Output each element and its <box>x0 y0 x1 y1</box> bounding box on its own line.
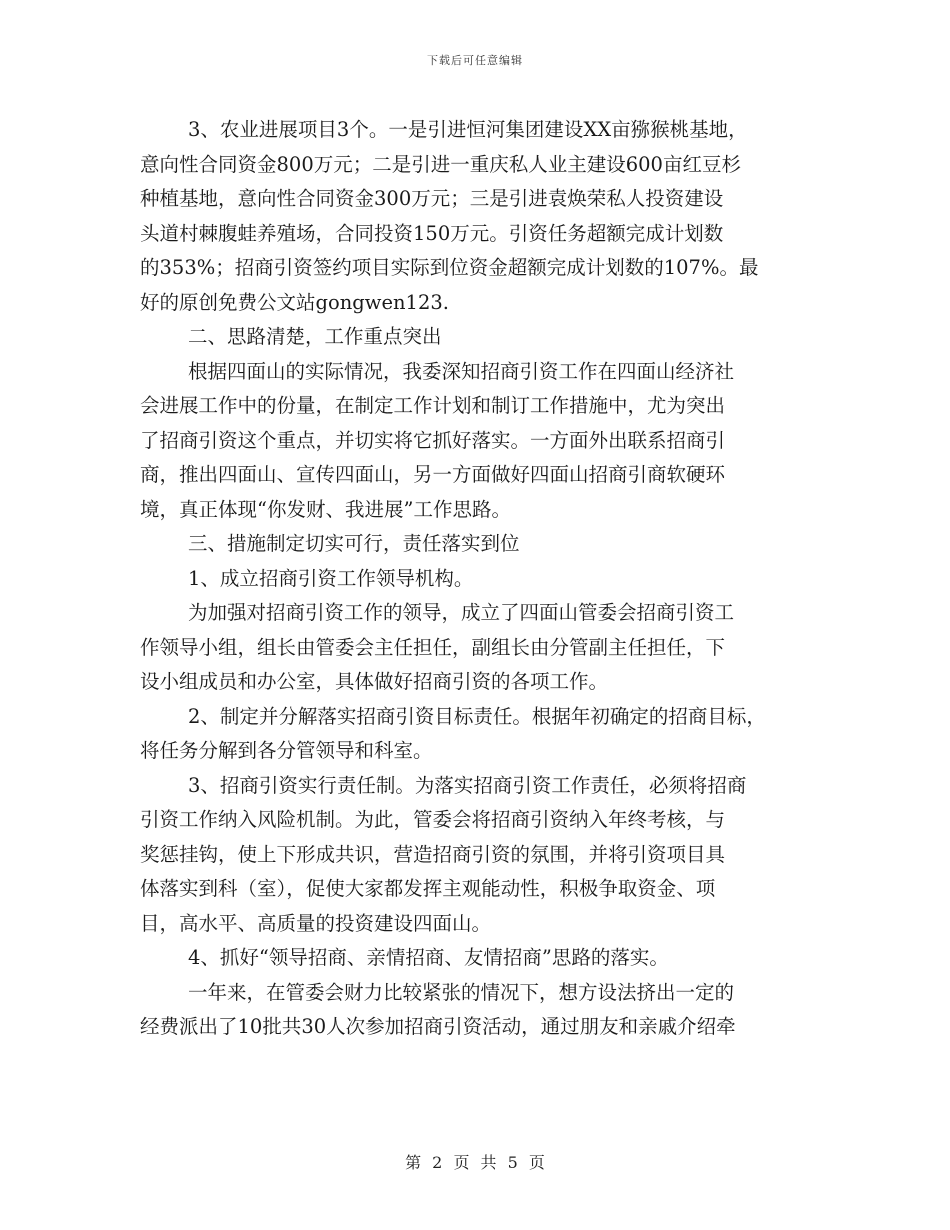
page-number: 第 2 页 共 5 页 <box>405 1153 545 1172</box>
text-line: 1、成立招商引资工作领导机构。 <box>188 566 474 590</box>
text-line: 3、招商引资实行责任制。为落实招商引资工作责任，必须将招商 <box>188 773 747 797</box>
page-header-note: 下载后可任意编辑 <box>427 54 523 67</box>
text-line: 作领导小组，组长由管委会主任担任，副组长由分管副主任担任，下 <box>140 635 726 659</box>
text-line: 了招商引资这个重点，并切实将它抓好落实。一方面外出联系招商引 <box>140 428 726 452</box>
text-line: 目，高水平、高质量的投资建设四面山。 <box>140 911 492 935</box>
text-line: 体落实到科（室），促使大家都发挥主观能动性，积极争取资金、项 <box>140 877 716 900</box>
text-line: 设小组成员和办公室，具体做好招商引资的各项工作。 <box>140 670 609 693</box>
text-line: 会进展工作中的份量，在制定工作计划和制订工作措施中，尤为突出 <box>140 394 726 417</box>
text-line: 好的原创免费公文站gongwen123. <box>140 290 449 314</box>
text-line: 根据四面山的实际情况，我委深知招商引资工作在四面山经济社 <box>188 359 735 383</box>
text-line: 奖惩挂钩，使上下形成共识，营造招商引资的氛围，并将引资项目具 <box>140 842 726 866</box>
text-line: 种植基地，意向性合同资金300万元；三是引进袁焕荣私人投资建设 <box>140 187 724 210</box>
text-line: 经费派出了10批共30人次参加招商引资活动，通过朋友和亲戚介绍牵 <box>140 1015 736 1038</box>
text-line: 将任务分解到各分管领导和科室。 <box>140 739 433 762</box>
text-line: 二、思路清楚，工作重点突出 <box>188 325 442 348</box>
text-line: 3、农业进展项目3个。一是引进恒河集团建设XX亩猕猴桃基地， <box>188 118 748 141</box>
text-line: 的353%；招商引资签约项目实际到位资金超额完成计划数的107%。最 <box>140 256 759 279</box>
text-line: 2、制定并分解落实招商引资目标责任。根据年初确定的招商目标， <box>188 704 766 728</box>
text-line: 一年来，在管委会财力比较紧张的情况下，想方设法挤出一定的 <box>188 980 735 1004</box>
text-line: 商，推出四面山、宣传四面山，另一方面做好四面山招商引商软硬环 <box>140 463 726 486</box>
text-line: 4、抓好“领导招商、亲情招商、友情招商”思路的落实。 <box>188 946 669 969</box>
text-line: 引资工作纳入风险机制。为此，管委会将招商引资纳入年终考核，与 <box>140 808 726 831</box>
text-line: 头道村棘腹蛙养殖场，合同投资150万元。引资任务超额完成计划数 <box>140 221 724 245</box>
text-line: 三、措施制定切实可行，责任落实到位 <box>188 532 520 555</box>
text-line: 境，真正体现“你发财、我进展”工作思路。 <box>140 497 511 521</box>
text-line: 为加强对招商引资工作的领导，成立了四面山管委会招商引资工 <box>188 601 735 624</box>
document-body <box>140 113 830 1045</box>
text-line: 意向性合同资金800万元；二是引进一重庆私人业主建设600亩红豆杉 <box>140 152 741 176</box>
